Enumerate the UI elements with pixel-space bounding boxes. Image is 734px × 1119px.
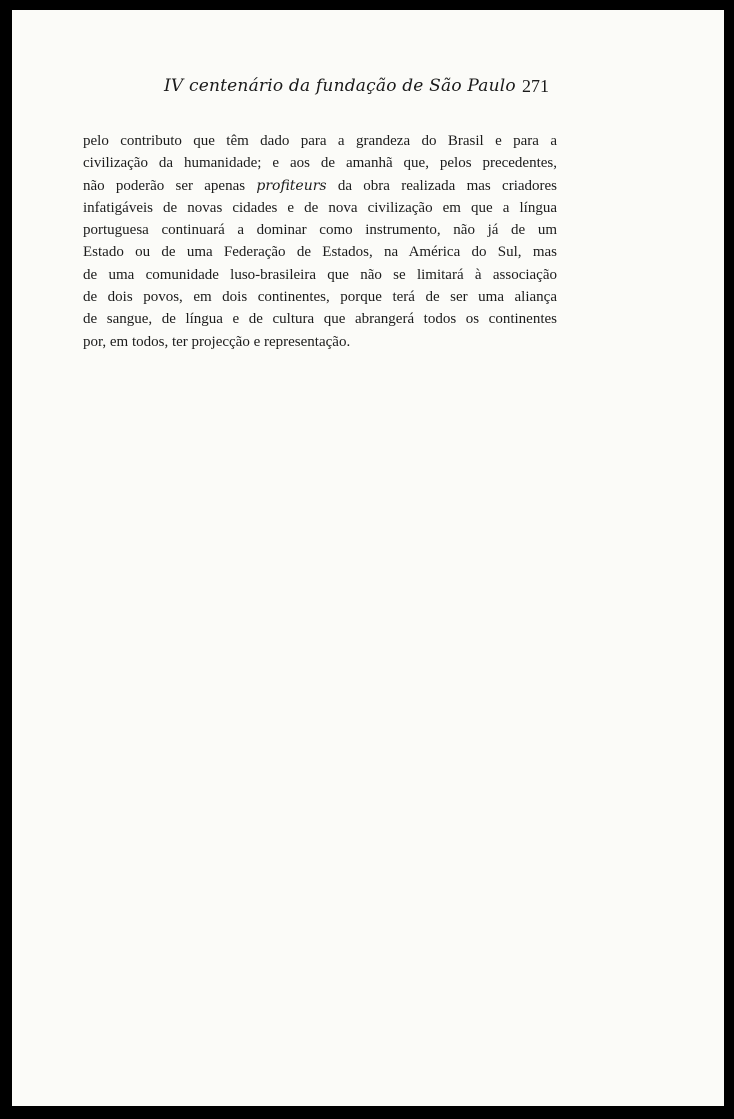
text-line: civilização da humanidade; e aos de amanhã que, pelos precedentes, [83,155,557,172]
text-line: de uma comunidade luso-brasileira que não se limitará à associação [83,266,557,283]
italic-term: profiteurs [256,177,327,194]
text-line: de dois povos, em dois continentes, porque terá de ser uma aliança [83,289,557,306]
book-page [12,10,724,1106]
text-line: Estado ou de uma Federação de Estados, na América do Sul, mas [83,244,557,261]
page-number: 271 [522,76,549,96]
text-segment: não poderão ser apenas [83,177,246,194]
running-title: IV centenário da fundação de São Paulo [164,76,516,96]
text-line: de sangue, de língua e de cultura que abrangerá todos os continentes [83,311,557,328]
text-line [83,175,557,197]
text-line: portuguesa continuará a dominar como instrumento, não já de um [83,222,557,239]
text-segment: da obra realizada mas criadores [337,177,558,194]
body-paragraph [83,130,557,353]
running-head [12,76,724,106]
text-line: por, em todos, ter projecção e representação. [83,333,351,350]
text-line: infatigáveis de novas cidades e de nova civilização em que a língua [83,199,557,216]
text-line: pelo contributo que têm dado para a grandeza do Brasil e para a [83,133,557,149]
